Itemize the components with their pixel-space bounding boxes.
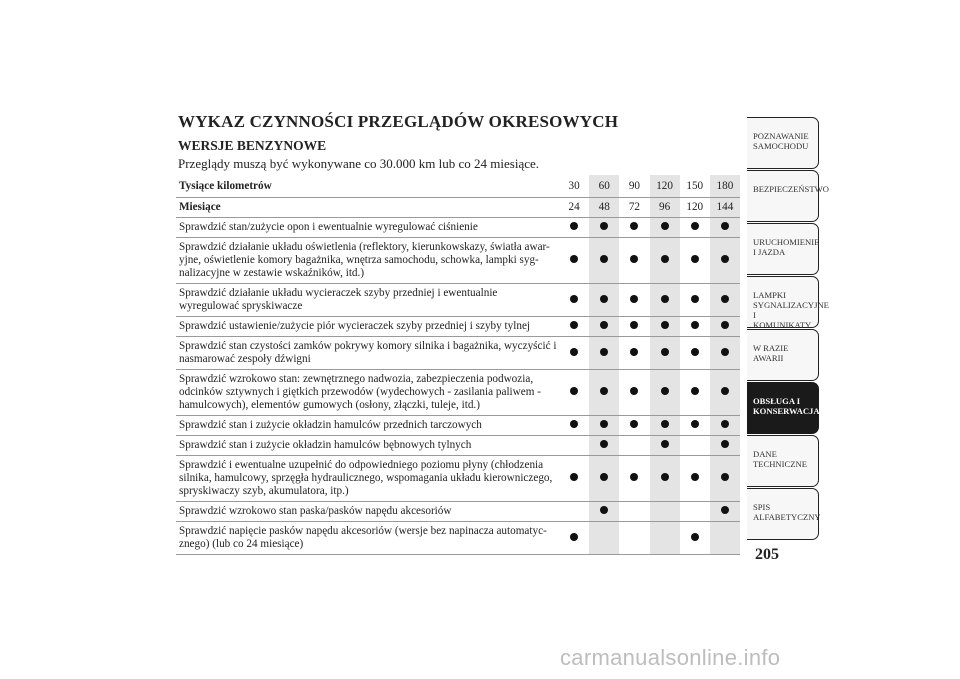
check-dot-icon (721, 222, 729, 230)
check-dot-icon (600, 387, 608, 395)
check-dot-icon (630, 387, 638, 395)
table-row (176, 436, 740, 456)
check-dot-icon (570, 533, 578, 541)
check-dot-icon (630, 255, 638, 263)
check-dot-icon (721, 255, 729, 263)
check-dot-icon (600, 222, 608, 230)
interval-cell (559, 337, 589, 370)
table-row (176, 284, 740, 317)
check-dot-icon (630, 420, 638, 428)
table-row (176, 337, 740, 370)
interval-cell (619, 522, 649, 555)
chapter-tab[interactable]: LAMPKI SYGNALIZACYJNE I KOMUNIKATY (747, 276, 819, 328)
check-dot-icon (661, 387, 669, 395)
interval-cell (559, 416, 589, 436)
task-description: Sprawdzić stan i zużycie okładzin hamulców przednich tarczowych (176, 416, 559, 436)
interval-cell (680, 337, 710, 370)
interval-cell (559, 284, 589, 317)
interval-cell (710, 337, 740, 370)
month-value: 24 (559, 198, 589, 218)
check-dot-icon (721, 321, 729, 329)
interval-cell (619, 337, 649, 370)
table-row (176, 416, 740, 436)
interval-cell (710, 238, 740, 284)
task-description: Sprawdzić stan/zużycie opon i ewentualnie wyregulować ciśnienie (176, 218, 559, 238)
table-row (176, 502, 740, 522)
interval-cell (650, 218, 680, 238)
check-dot-icon (630, 295, 638, 303)
interval-cell (559, 502, 589, 522)
task-description: Sprawdzić działanie układu wycieraczek szyby przedniej i ewentualnie wyregulować spryskiwacze (176, 284, 559, 317)
interval-cell (710, 218, 740, 238)
month-value: 96 (650, 198, 680, 218)
check-dot-icon (570, 321, 578, 329)
check-dot-icon (570, 222, 578, 230)
interval-cell (619, 502, 649, 522)
interval-cell (589, 502, 619, 522)
task-description: Sprawdzić napięcie pasków napędu akcesoriów (wersje bez napinacza automatyc-znego) (lub co 24 miesiące) (176, 522, 559, 555)
footer-watermark: carmanualsonline.info (560, 645, 781, 670)
chapter-tab[interactable]: POZNAWANIE SAMOCHODU (747, 117, 819, 169)
chapter-tab[interactable]: URUCHOMIENIE I JAZDA (747, 223, 819, 275)
interval-cell (710, 317, 740, 337)
interval-cell (710, 416, 740, 436)
check-dot-icon (691, 222, 699, 230)
task-description: Sprawdzić i ewentualne uzupełnić do odpowiedniego poziomu płyny (chłodzenia silnika, hamulcowy, sprzęgła hydraulicznego, wspomagania układu kierowniczego, spryskiwaczy szyb, akumulatora, itp.) (176, 456, 559, 502)
interval-cell (680, 416, 710, 436)
check-dot-icon (600, 348, 608, 356)
month-header-row (176, 198, 740, 218)
km-header-row (176, 175, 740, 198)
month-value: 48 (589, 198, 619, 218)
interval-cell (589, 370, 619, 416)
check-dot-icon (721, 387, 729, 395)
month-label: Miesiące (176, 198, 559, 218)
interval-cell (559, 370, 589, 416)
check-dot-icon (661, 295, 669, 303)
interval-cell (619, 370, 649, 416)
chapter-tab[interactable]: W RAZIE AWARII (747, 329, 819, 381)
check-dot-icon (630, 473, 638, 481)
interval-cell (650, 416, 680, 436)
interval-cell (619, 416, 649, 436)
interval-cell (680, 370, 710, 416)
check-dot-icon (721, 348, 729, 356)
interval-cell (589, 238, 619, 284)
month-value: 72 (619, 198, 649, 218)
check-dot-icon (600, 473, 608, 481)
check-dot-icon (630, 222, 638, 230)
check-dot-icon (600, 440, 608, 448)
interval-cell (619, 436, 649, 456)
check-dot-icon (661, 321, 669, 329)
interval-cell (619, 218, 649, 238)
check-dot-icon (661, 348, 669, 356)
intro-text: Przeglądy muszą być wykonywane co 30.000 km lub co 24 miesiące. (178, 156, 540, 171)
check-dot-icon (570, 387, 578, 395)
table-row (176, 370, 740, 416)
interval-cell (589, 436, 619, 456)
task-description: Sprawdzić stan i zużycie okładzin hamulców bębnowych tylnych (176, 436, 559, 456)
interval-cell (650, 456, 680, 502)
check-dot-icon (721, 506, 729, 514)
page-title: WYKAZ CZYNNOŚCI PRZEGLĄDÓW OKRESOWYCH (178, 112, 619, 131)
check-dot-icon (661, 473, 669, 481)
table-row (176, 522, 740, 555)
interval-cell (589, 522, 619, 555)
interval-cell (710, 436, 740, 456)
check-dot-icon (600, 506, 608, 514)
task-description: Sprawdzić wzrokowo stan paska/pasków napędu akcesoriów (176, 502, 559, 522)
check-dot-icon (691, 255, 699, 263)
km-value: 30 (559, 175, 589, 198)
interval-cell (680, 502, 710, 522)
check-dot-icon (600, 255, 608, 263)
section-subtitle: WERSJE BENZYNOWE (178, 138, 327, 153)
interval-cell (650, 370, 680, 416)
interval-cell (710, 522, 740, 555)
interval-cell (559, 522, 589, 555)
check-dot-icon (691, 348, 699, 356)
check-dot-icon (600, 321, 608, 329)
table-row (176, 218, 740, 238)
interval-cell (650, 522, 680, 555)
interval-cell (650, 502, 680, 522)
check-dot-icon (691, 295, 699, 303)
table-row (176, 456, 740, 502)
check-dot-icon (570, 420, 578, 428)
interval-cell (589, 416, 619, 436)
check-dot-icon (721, 420, 729, 428)
check-dot-icon (600, 420, 608, 428)
km-value: 60 (589, 175, 619, 198)
km-value: 150 (680, 175, 710, 198)
interval-cell (680, 456, 710, 502)
task-description: Sprawdzić wzrokowo stan: zewnętrznego nadwozia, zabezpieczenia podwozia, odcinków sztywnych i giętkich przewodów (wydechowych - zasilania paliwem - hamulcowych), elementów gumowych (osłony, złączki, tuleje, itd.) (176, 370, 559, 416)
table-row (176, 238, 740, 284)
check-dot-icon (691, 387, 699, 395)
check-dot-icon (630, 348, 638, 356)
chapter-tab[interactable]: SPIS ALFABETYCZNY (747, 488, 819, 540)
interval-cell (680, 436, 710, 456)
check-dot-icon (570, 348, 578, 356)
chapter-tabs (747, 117, 829, 541)
interval-cell (559, 456, 589, 502)
check-dot-icon (691, 321, 699, 329)
check-dot-icon (661, 420, 669, 428)
interval-cell (559, 436, 589, 456)
check-dot-icon (721, 440, 729, 448)
interval-cell (650, 317, 680, 337)
check-dot-icon (570, 473, 578, 481)
interval-cell (650, 238, 680, 284)
check-dot-icon (691, 473, 699, 481)
interval-cell (589, 456, 619, 502)
check-dot-icon (661, 255, 669, 263)
interval-cell (619, 284, 649, 317)
interval-cell (710, 456, 740, 502)
interval-cell (619, 317, 649, 337)
chapter-tab[interactable]: BEZPIECZEŃSTWO (747, 170, 819, 222)
interval-cell (710, 284, 740, 317)
interval-cell (680, 238, 710, 284)
interval-cell (710, 370, 740, 416)
check-dot-icon (661, 440, 669, 448)
check-dot-icon (600, 295, 608, 303)
task-description: Sprawdzić działanie układu oświetlenia (reflektory, kierunkowskazy, światła awar-yjne, oświetlenie komory bagażnika, wnętrza samochodu, schowka, lampki syg-nalizacyjne w zestawie wskaźników, itd.) (176, 238, 559, 284)
chapter-tab[interactable]: DANE TECHNICZNE (747, 435, 819, 487)
check-dot-icon (630, 321, 638, 329)
page-number: 205 (755, 546, 779, 563)
interval-cell (589, 218, 619, 238)
interval-cell (559, 218, 589, 238)
interval-cell (680, 317, 710, 337)
interval-cell (650, 284, 680, 317)
check-dot-icon (721, 473, 729, 481)
check-dot-icon (691, 420, 699, 428)
task-description: Sprawdzić ustawienie/zużycie piór wycieraczek szyby przedniej i szyby tylnej (176, 317, 559, 337)
check-dot-icon (721, 295, 729, 303)
task-description: Sprawdzić stan czystości zamków pokrywy komory silnika i bagażnika, wyczyścić i nasmarować zespoły dźwigni (176, 337, 559, 370)
maintenance-schedule-table (176, 175, 740, 555)
km-value: 90 (619, 175, 649, 198)
check-dot-icon (661, 222, 669, 230)
interval-cell (650, 436, 680, 456)
month-value: 144 (710, 198, 740, 218)
interval-cell (589, 284, 619, 317)
interval-cell (680, 284, 710, 317)
interval-cell (589, 337, 619, 370)
interval-cell (589, 317, 619, 337)
km-label: Tysiące kilometrów (176, 175, 559, 198)
interval-cell (650, 337, 680, 370)
interval-cell (619, 238, 649, 284)
month-value: 120 (680, 198, 710, 218)
chapter-tab[interactable]: OBSŁUGA I KONSERWACJA (747, 382, 819, 434)
km-value: 120 (650, 175, 680, 198)
check-dot-icon (570, 255, 578, 263)
interval-cell (680, 522, 710, 555)
interval-cell (559, 238, 589, 284)
interval-cell (710, 502, 740, 522)
interval-cell (619, 456, 649, 502)
interval-cell (559, 317, 589, 337)
check-dot-icon (691, 533, 699, 541)
check-dot-icon (570, 295, 578, 303)
km-value: 180 (710, 175, 740, 198)
interval-cell (680, 218, 710, 238)
table-row (176, 317, 740, 337)
